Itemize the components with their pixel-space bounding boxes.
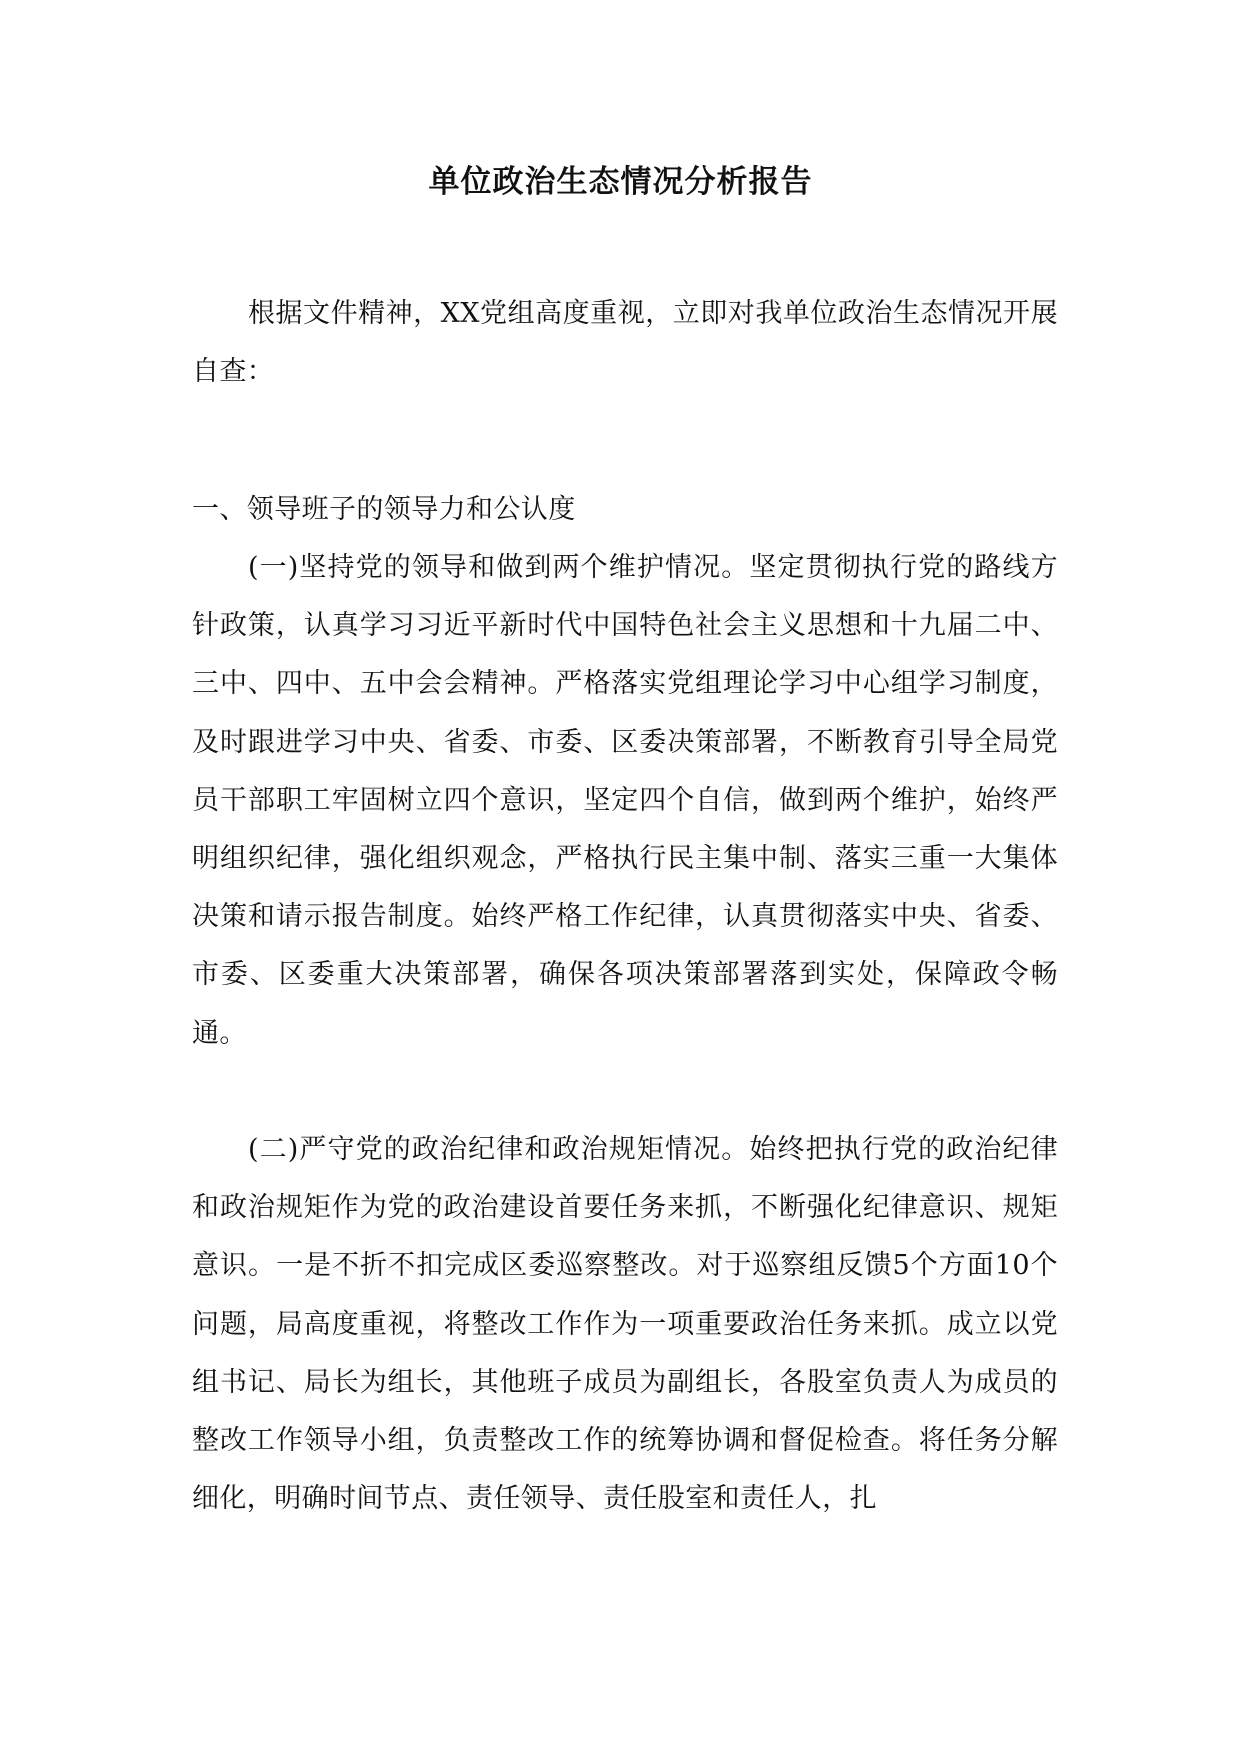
document-title: 单位政治生态情况分析报告 <box>428 164 813 200</box>
section-heading: 一、领导班子的领导力和公认度 <box>192 494 576 525</box>
intro-paragraph: 根据文件精神，XX党组高度重视，立即对我单位政治生态情况开展自查： <box>192 298 1058 388</box>
paragraph-party-leadership: (一)坚持党的领导和做到两个维护情况。坚定贯彻执行党的路线方针政策，认真学习习近平新时代中国特色社会主义思想和十九届二中、三中、四中、五中会会精神。严格落实党组理论学习中心组学习制度，及时跟进学习中央、省委、市委、区委决策部署，不断教育引导全局党员干部职工牢固树立四个意识，坚定四个自信，做到两个维护，始终严明组织纪律，强化组织观念，严格执行民主集中制、落实三重一大集体决策和请示报告制度。始终严格工作纪律，认真贯彻落实中央、省委、市委、区委重大决策部署，确保各项决策部署落到实处，保障政令畅通。 <box>192 552 1058 1049</box>
paragraph-political-discipline: (二)严守党的政治纪律和政治规矩情况。始终把执行党的政治纪律和政治规矩作为党的政治建设首要任务来抓，不断强化纪律意识、规矩意识。一是不折不扣完成区委巡察整改。对于巡察组反馈5个方面10个问题，局高度重视，将整改工作作为一项重要政治任务来抓。成立以党组书记、局长为组长，其他班子成员为副组长，各股室负责人为成员的整改工作领导小组，负责整改工作的统筹协调和督促检查。将任务分解细化，明确时间节点、责任领导、责任股室和责任人，扎 <box>192 1134 1058 1515</box>
